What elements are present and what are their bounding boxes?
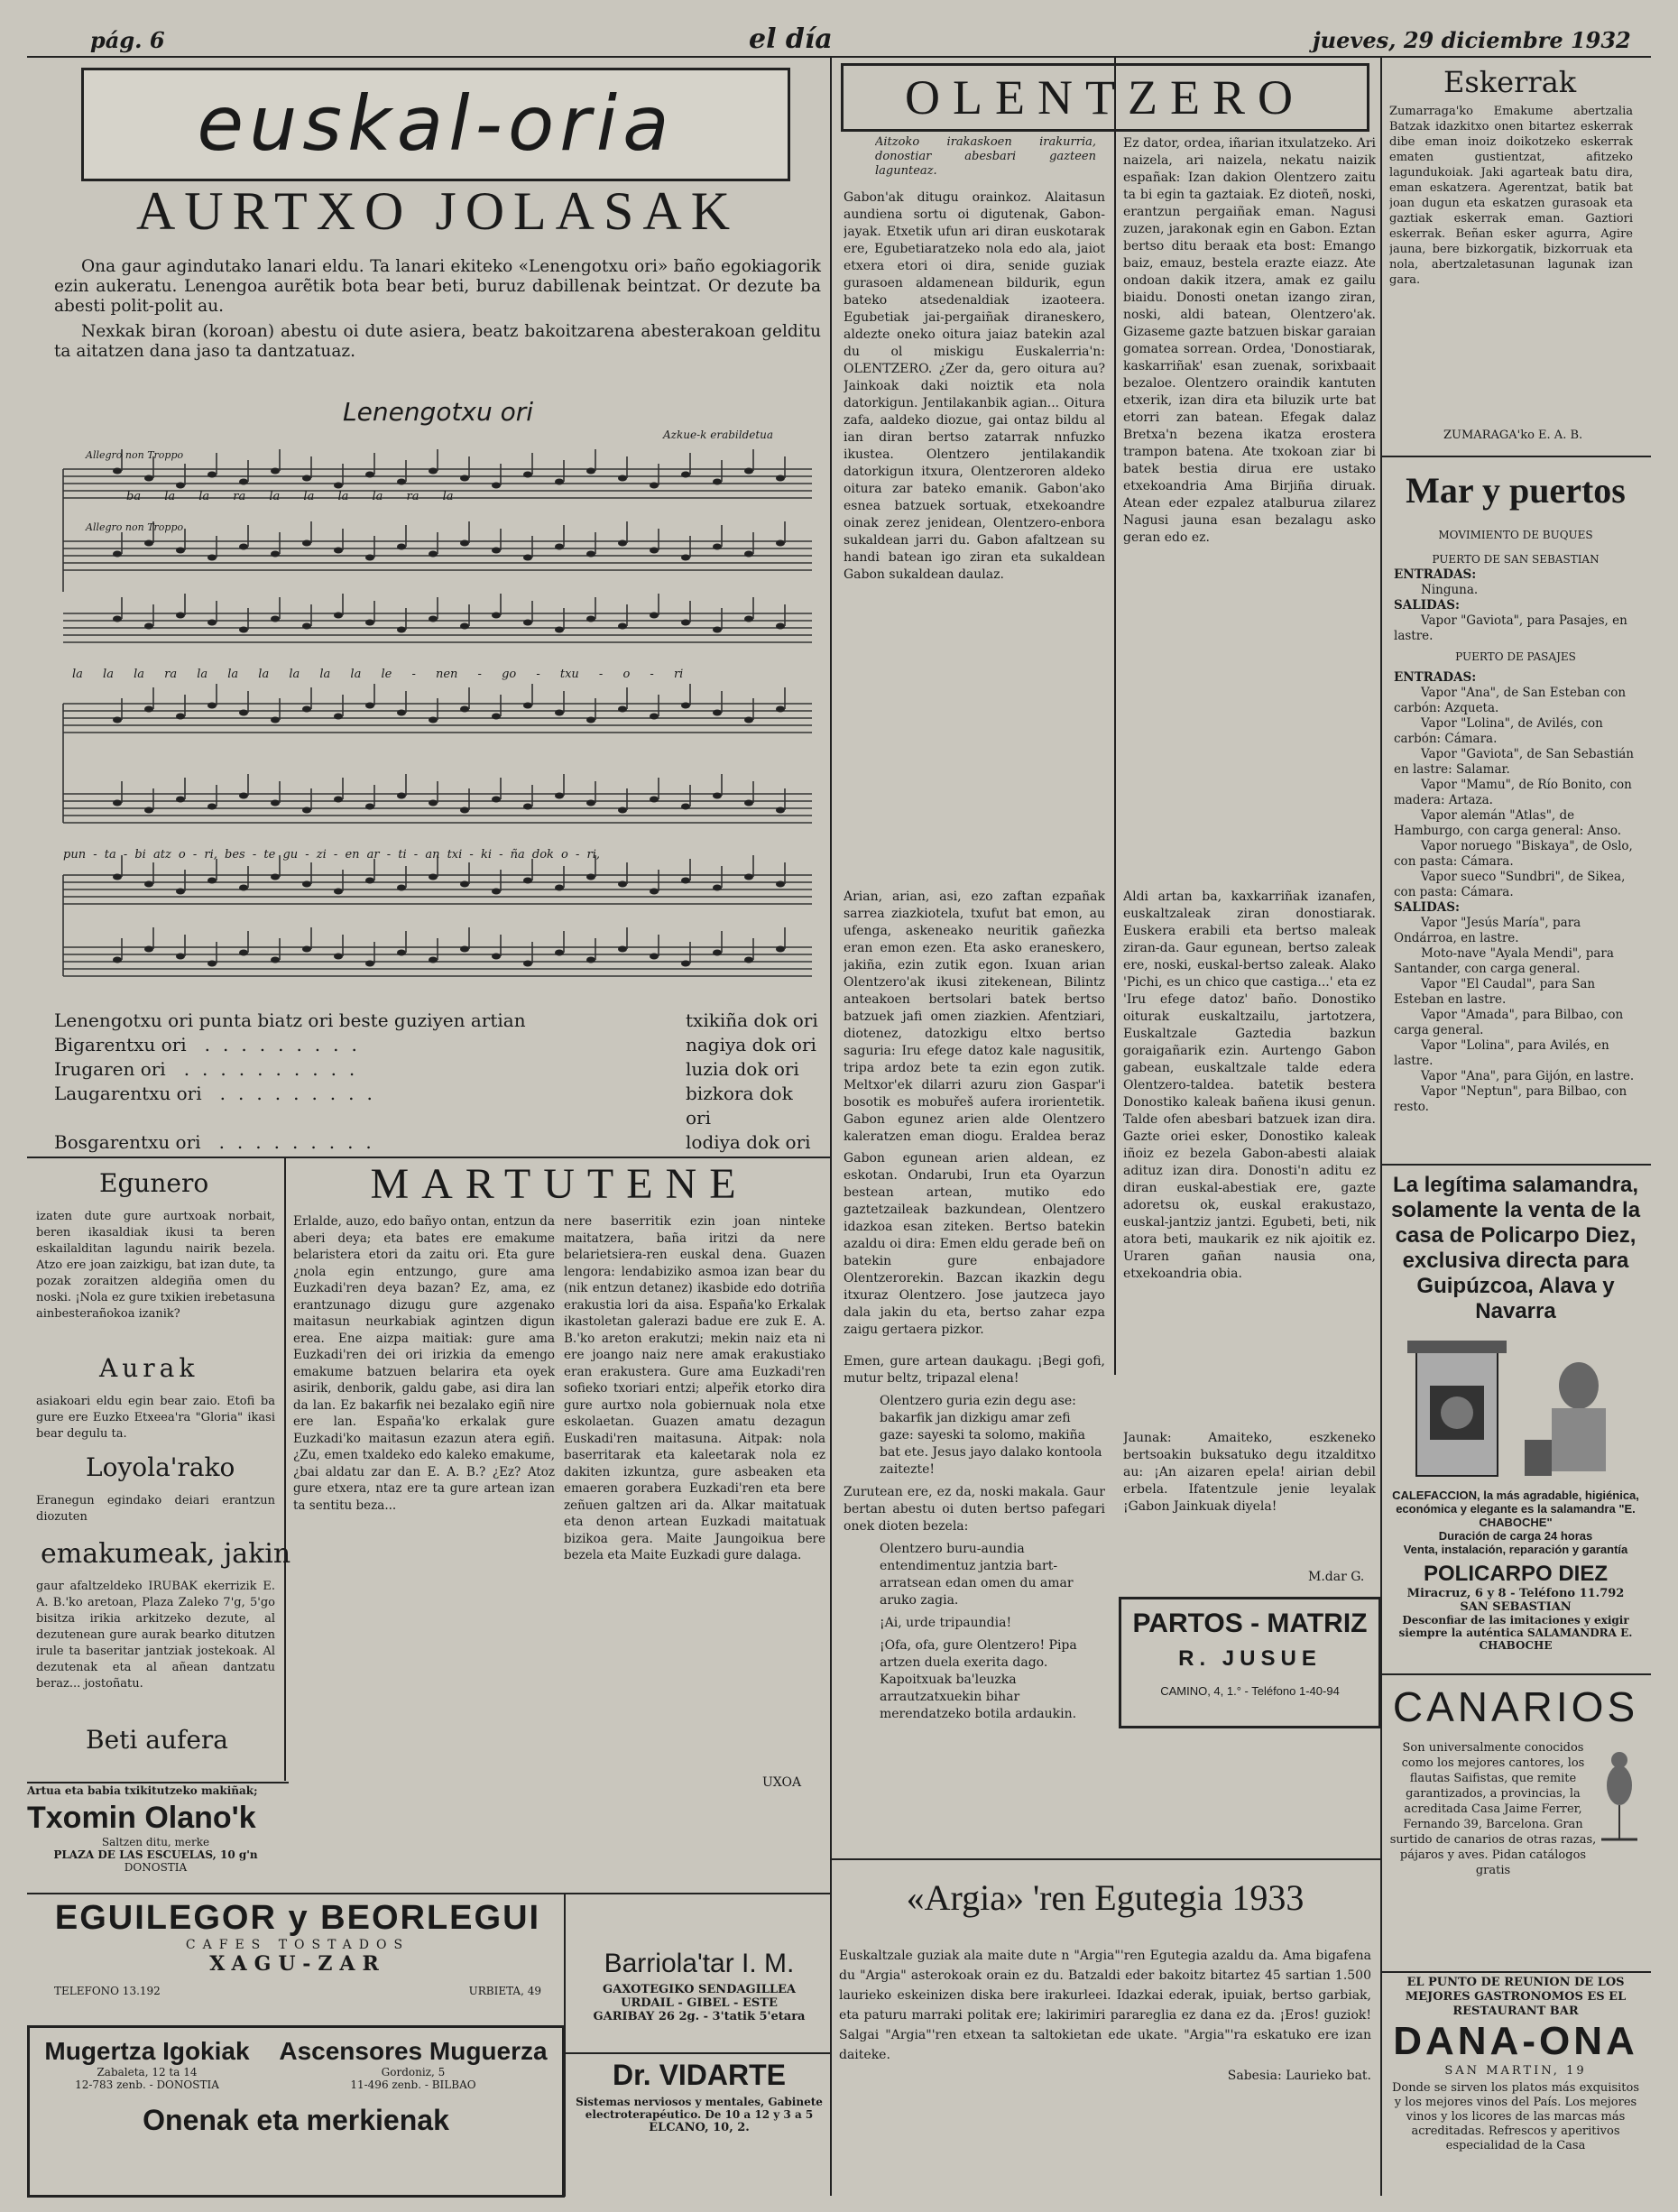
note-head: [239, 479, 248, 485]
note-head: [586, 616, 595, 622]
note-head: [523, 804, 532, 810]
note-head: [176, 889, 185, 895]
note-head: [397, 479, 406, 485]
ad-partos-doctor: R. JUSUE: [1178, 1646, 1322, 1671]
note-head: [713, 710, 722, 716]
note-head: [239, 885, 248, 891]
note-head: [586, 468, 595, 475]
note-head: [744, 468, 753, 475]
note-head: [176, 954, 185, 960]
note-head: [586, 957, 595, 963]
note-head: [776, 946, 785, 953]
note-head: [650, 483, 659, 489]
note-head: [618, 706, 627, 713]
note-head: [144, 807, 153, 814]
note-head: [460, 881, 469, 888]
note-head: [271, 800, 280, 806]
egunero-title: Egunero: [99, 1168, 209, 1198]
section-rule: [27, 1893, 830, 1894]
note-head: [713, 627, 722, 633]
note-head: [460, 540, 469, 547]
note-head: [113, 551, 122, 558]
issue-date: jueves, 29 diciembre 1932: [1313, 27, 1631, 53]
ad-eguilegor-address: URBIETA, 49: [468, 1985, 541, 1997]
note-head: [176, 483, 185, 489]
note-head: [555, 950, 564, 956]
eskerrak-sign: ZUMARAGA'ko E. A. B.: [1443, 429, 1583, 442]
newspaper-name: el día: [749, 23, 833, 55]
olentzero-verses: Emen, gure artean daukagu. ¡Begi gofi, mutur beltz, tripazal elena! Olentzero guria ezin degu ase: bakarfik jan dizkigu amar zefi gaze: sayeski ta solomo, makiña bat ete. Jesus jayo dalako kontoola zaitezte! Zurutean ere, ez da, noski makala. Gaur bertan abestu oi duten bertso pafegari onek dioten bezela: Olentzero buru-aundia entendimentuz jantzia bart-arratsean edan omen du amar aruko zagia. ¡Ai, urde tripaundia! ¡Ofa, ofa, gure Olentzero! Pipa artzen duela exerita dago. Kapoitxuak ba'leuzka arrautzatxuekin bihar merendatzeko botila ardaukin.: [844, 1354, 1105, 1721]
note-head: [271, 957, 280, 963]
note-head: [334, 954, 343, 960]
note-head: [334, 714, 343, 720]
column-rule: [564, 1894, 566, 2197]
ad-mugerza-phone: 12-783 zenb. - DONOSTIA: [75, 2078, 219, 2091]
eskerrak-text: Zumarraga'ko Emakume abertzalia Batzak idazkitxo onen bitartez eskerrak dibe eman inoiz doikotzeko eskerrak ematen gustientzat, afitzeko lagundukoiak. Jaki agarteak batu dira, eman eskatzera. Agerentzat, batik bat joan dugun eta eskatzen gurasoak eta gaztiak eskerrak eman. Gaztiori eskerrak. Beñan esker agurra, Agire jauna, bere bizkorgatik, bizkorruak eta nola, abertzaletasunan lagunak izan gara.: [1389, 105, 1633, 287]
section-rule: [1380, 1971, 1651, 1973]
note-head: [492, 797, 501, 803]
note-head: [650, 954, 659, 960]
column-rule: [1114, 58, 1116, 1375]
note-head: [586, 800, 595, 806]
column-rule: [830, 58, 832, 2196]
ad-canarios-title: CANARIOS: [1392, 1683, 1639, 1730]
ad-txomin-top: Artua eta babia txikitutzeko makiñak;: [27, 1784, 258, 1797]
note-head: [397, 885, 406, 891]
note-head: [776, 475, 785, 482]
note-head: [650, 613, 659, 619]
note-head: [144, 946, 153, 953]
note-head: [523, 620, 532, 626]
note-head: [492, 889, 501, 895]
song-verses: [54, 1009, 821, 1155]
note-head: [586, 874, 595, 880]
note-head: [239, 710, 248, 716]
aurak-title: Aurak: [99, 1353, 199, 1383]
note-head: [523, 961, 532, 967]
ad-dana-title: DANA-ONA: [1393, 2019, 1638, 2063]
note-head: [397, 544, 406, 550]
staff-4: [63, 704, 812, 823]
note-head: [744, 957, 753, 963]
note-head: [460, 623, 469, 630]
note-head: [113, 874, 122, 880]
ad-dana-top: EL PUNTO DE REUNION DE LOS MEJORES GASTRONOMOS ES EL RESTAURANT BAR: [1405, 1976, 1627, 2018]
note-head: [713, 793, 722, 799]
olentzero-col2: Ez dator, ordea, iñarian itxulatzeko. Ari naizela, ari naizela, nekatu naizik españak: Izan dakion Olentzero zaitu ta bi egin ta gaztaiak. Ez dioteñ, noski, erantzun pergaiñak eman. Nagusi zuzen, jarakonak egin en Gabon. Eztan bertso ditu beraak eta bost: Emango baiz, emauz, bestela erazte eiazz. Ate ondoan dakik itzera, amak ez gailu biaidu. Donosti onetan izango ziran, noski, aldi batean, Olentzero'ak. Gizaseme gazte batzuen biskar garaian gomatea sorrean. Ordea, 'Donostiarak, kaskarriñak' esan zuenak, sorixbaait bezaloe. Olentzero oraindik kantuten etxerik, izan dira eta biluzik urte bat etorri zan batean. Efegak dalaz Bretxa'n bezena ikatza erostera trampon batena. Ate txokoan ziar bi batek bestia dirua ere ustako etxekoandria Ama Birjiña diruak. Atean eder ezpalez atalburua zilarez Nagusi jauna esan bezalagu asko geran edo ez.: [1123, 136, 1376, 545]
note-head: [618, 946, 627, 953]
note-head: [460, 946, 469, 953]
ad-eguilegor: [27, 1899, 568, 2007]
note-head: [271, 717, 280, 724]
olentzero-col2-cont: Aldi artan ba, kaxkarriñak izanafen, euskaltzaleak ziran donostiarak. Euskera erabili eta bertso maleak ziran-da. Gaur egunean, bertso zaleak ere, noski, euskal-bertso zaleak. Alako 'Pichi, es un chico que castiga...' eta ez 'Iru efege datoz' baño. Donostiko oiturak euskaltzailu, jartotzera, Euskaltzale Gaztedia bazkun goraigañarik ezin. Aurtengo Gabon gabean, euskaltzale talde edera Olentzero-taldea. batetik bestera Donostiko kaleak bañena ikusi genun. Talde ofen abesbari batzuek izan dira. Gazte oriei esker, Donostiko kaleak iñoiz ez bezela Gabon-abesti alaiak adituz izan dira. Donosti'n aditu ez diran euskal-abestiak ere, gazte adoretsu ok, euskal erakustazo, euskal-jantziz jantzi. Egubeti, beti, nik atora beti, maukarik ez nik ajoitik ez. Uraren gañan nausia ona, etxekoandria obia.: [1123, 889, 1376, 1281]
note-head: [207, 620, 217, 626]
note-head: [207, 804, 217, 810]
song-title: Lenengotxu ori: [343, 397, 534, 427]
note-head: [144, 623, 153, 630]
note-head: [365, 878, 374, 884]
ad-dana-street: SAN MARTIN, 19: [1444, 2064, 1587, 2078]
note-head: [618, 881, 627, 888]
note-head: [302, 807, 311, 814]
note-head: [176, 714, 185, 720]
note-head: [460, 706, 469, 713]
note-head: [650, 548, 659, 554]
ad-ascensores-address: Gordoniz, 5: [381, 2066, 446, 2078]
note-head: [334, 483, 343, 489]
note-head: [713, 950, 722, 956]
note-head: [618, 540, 627, 547]
note-head: [429, 717, 438, 724]
martutene-col2: nere baserritik ezin joan ninteke maitatzera, baña iritzi da nere belarietsiera-ren euskal dena. Guazen lengora: lendabiziko asmoa izan bear du (nik entzun detanez) ikasbide edo dotriña erakustia lori da aisa. España'ko Erkalak ikastoletan galerazi badue ere zuk E. A. B.'ko areton erakutzi; mekin naiz eta ni ere joango naiz nere amak erakustiako eran erakustera. Gure ama Euzkadi'ren sofieko txoriari entzi; alpeřik etorko dira gure aurtxo nola gobiernuak nola etxe eskolaetan. Guazen amatu dezagun Euskadi'ren maitasuna. Aitpak: nola baserritarak eta kaleetarak nola ez dakiten izkuntza, gure asbeaken eta emaeren gorabera Euzkadi'ren eta bere zeñuen galtzen ari da. Alkar maitatuak eta denon artean Euzkadi maitatuak bizikoa gera. Maite Jaungoikua bere bezela eta Maite Euzkadi gure dalaga.: [564, 1214, 825, 1562]
note-head: [207, 961, 217, 967]
note-head: [302, 540, 311, 547]
ad-eguilegor-name: EGUILEGOR y BEORLEGUI: [54, 1899, 541, 1937]
ad-dana-text: Donde se sirven los platos más exquisitos y los mejores vinos del País. Los mejores vinos y los licores de las marcas más acreditadas. Refrescos y aperitivos especialidad de la Casa: [1391, 2081, 1640, 2152]
ad-salamandra-city: SAN SEBASTIAN: [1460, 1600, 1572, 1614]
note-head: [397, 950, 406, 956]
ad-mugerza-address: Zabaleta, 12 ta 14: [97, 2066, 198, 2078]
section-logo: euskal-oria: [197, 79, 675, 168]
ad-salamandra-address: Miracruz, 6 y 8 - Teléfono 11.792: [1406, 1587, 1625, 1600]
note-head: [144, 881, 153, 888]
note-head: [429, 616, 438, 622]
note-head: [271, 874, 280, 880]
note-head: [302, 623, 311, 630]
note-head: [302, 706, 311, 713]
note-head: [176, 613, 185, 619]
note-head: [618, 475, 627, 482]
ad-barriola-address: GARIBAY 26 2g. - 3'tatik 5'etara: [593, 2010, 806, 2023]
note-head: [397, 793, 406, 799]
note-head: [744, 717, 753, 724]
note-head: [586, 551, 595, 558]
ad-partos-title: PARTOS - MATRIZ: [1132, 1608, 1368, 1638]
note-head: [618, 807, 627, 814]
note-head: [365, 620, 374, 626]
note-head: [113, 800, 122, 806]
olentzero-lead: Aitzoko irakaskoen irakurria, donostiar abesbari gazteen lagunteaz.: [875, 135, 1096, 178]
note-head: [555, 544, 564, 550]
ad-ascensores-phone: 11-496 zenb. - BILBAO: [350, 2078, 476, 2091]
note-head: [113, 616, 122, 622]
note-head: [302, 881, 311, 888]
note-head: [144, 706, 153, 713]
note-head: [397, 627, 406, 633]
olentzero-col1-cont: Arian, arian, asi, ezo zaftan ezpañak sarrea ziazkiotela, txufut bat emon, au ufenga, askeneako neuritik gañezka eran emon ezen. Eta asko eraneskero, jakiña, ezin zutik egon. Ixuan arian Olentzero'ak ikusi zitekenean, Bilintz anteakoen bertsolari batek bertso batzuek jafi omen ziazkien. Afentziari, diotenez, datozkigu eltxo bertso saguria: Iru efege datoz kale nagusitik, tripa ardoz bete ta ezin egon zutik. Meltxor'ek dilarri azuru zion Gaspar'i bosotik es mobuřeš aufera irorientetik. Gabon egunez arien alde Olentzero kaleratzen eman diogu. Eraldea beraz: [844, 889, 1105, 1144]
column-rule: [284, 1158, 286, 1781]
note-head: [555, 627, 564, 633]
section-rule: [27, 1782, 289, 1783]
note-head: [713, 479, 722, 485]
note-head: [429, 468, 438, 475]
ad-txomin-sub: Saltzen ditu, merke: [101, 1836, 210, 1848]
note-head: [492, 954, 501, 960]
note-head: [239, 627, 248, 633]
loyola-text: Eranegun egindako deiari erantzun diozuten: [36, 1494, 275, 1524]
note-head: [429, 551, 438, 558]
note-head: [492, 548, 501, 554]
note-head: [586, 717, 595, 724]
verse-line: Laugarentxu ori ......... bizkora dok ori: [54, 1083, 793, 1129]
ad-txomin-city: DONOSTIA: [124, 1861, 188, 1874]
ad-mugerza-name: Mugertza Igokiak: [44, 2037, 250, 2065]
note-head: [460, 475, 469, 482]
olentzero-closing: Jaunak: Amaiteko, eszkeneko bertsoakin buksatuko degu itzalditxo au: ¡An aizaren epela! airian debil erbela. Ifatentzule jenie leyalak ¡Gabon Jainkuak diyela!: [1123, 1431, 1376, 1514]
note-head: [302, 475, 311, 482]
note-head: [207, 555, 217, 561]
ad-eguilegor-sub: CAFES TOSTADOS: [185, 1938, 410, 1952]
ad-argia-text: Euskaltzale guziak ala maite dute n "Argia"'ren Egutegia azaldu da. Ama bigafena du "Argia" asterokoak orain ez du. Batzaldi eder bakoitz bitartez 45 sartian 1.500 laurieko eskeinizen diska bere irakurleei. Idazkai ederak, ipuiak, bertso garbiak, eta paturu marraki politak ere; lakirimiri parareglia ez dana ez da. ¡Eros! guziok! Salgai "Argia"'ren etxean ta saltokietan ede ukate. "Argia"'ra eskatuko ere izan daiteke.: [839, 1949, 1371, 2062]
song-credit: Azkue-k erabildetua: [663, 429, 774, 441]
note-head: [176, 797, 185, 803]
note-head: [681, 472, 690, 478]
ad-barriola-name: Barriola'tar I. M.: [604, 1949, 795, 1978]
header-rule: [27, 56, 1651, 58]
section-rule: [1380, 456, 1651, 457]
note-head: [523, 703, 532, 709]
ad-argia-sign: Sabesia: Laurieko bat.: [1227, 2069, 1371, 2083]
stove-illustration: [1389, 1332, 1642, 1485]
note-head: [681, 961, 690, 967]
note-head: [681, 555, 690, 561]
verse-line: Irugaren ori .......... luzia dok ori: [54, 1058, 799, 1080]
page-number: pág. 6: [90, 27, 165, 53]
note-head: [681, 620, 690, 626]
martutene-sign: UXOA: [762, 1775, 802, 1790]
note-head: [744, 800, 753, 806]
note-head: [555, 793, 564, 799]
ad-argia-title: «Argia» 'ren Egutegia 1933: [906, 1877, 1305, 1918]
ad-barriola-specialties: URDAIL - GIBEL - ESTE: [621, 1996, 778, 2010]
olentzero-col1: Gabon'ak ditugu orainkoz. Alaitasun aundiena sortu oi digutenak, Gabon-jayak. Etxetik ufun ari diran euskotarak ere, Egubetiaratzeko nola edo ala, jaiot etxera etori oi dira, senide guziak gurasoen aldamenean bildurik, egun bateko atsedenaldiak izaoteera. Egubetiak jai-pergaiñak diraneskero, aldezte oneko oitura jaiaz batekin azal du ol miskigu Euskalerria'n: OLENTZERO. ¿Zer da, gero oitura au? Jainkoak daki noiztik eta nola datorkigun. Jentilakanbik agian... Oitura zafa, aaldeko diozue, gai ontaz bildu al ian diran bertso zatarrak nnfuzko ikustea. Olentzero jentilakandik datorkigun itxura, Olentzeroren aldeko oitura zar bateko emanik. Gabon'ako esnea batzuek sortuak, etxekoandre oinak zerez jenidean, Olentzero-enbora sukaldean jarri du. Gabon afaltzean su handi batean igo ziran eta sukaldean Gabon sukaldean daulaz.: [844, 190, 1105, 582]
note-head: [492, 613, 501, 619]
note-head: [713, 885, 722, 891]
ad-mugerza-slogan: Onenak eta merkienak: [143, 2104, 449, 2136]
section-logo-box: [81, 68, 790, 181]
emakumeak-text: gaur afaltzeldeko IRUBAK ekerrizik E. A. B.'ko aretoan, Plaza Zaleko 7'g, 5'go bisitza irikia arkitzeko dezute, al dezutenean gure aurak bearko ditutzen irule ta baseritar jantziak jostekoak. Al dezutenak eta al añean dantzatu beraz... jostoñatu.: [36, 1580, 275, 1691]
ad-canarios: [1389, 1682, 1642, 1967]
verse-line: Lenengotxu ori punta biatz ori beste guziyen artian txikiña dok ori: [54, 1009, 818, 1031]
ad-txomin-address: PLAZA DE LAS ESCUELAS, 10 g'n: [53, 1848, 258, 1861]
ad-vidarte: [573, 2059, 825, 2194]
section-rule: [1380, 1673, 1651, 1675]
note-head: [744, 551, 753, 558]
ad-eguilegor-phone: TELEFONO 13.192: [54, 1985, 161, 1997]
olentzero-signature: M.dar G.: [1308, 1570, 1365, 1584]
note-head: [429, 874, 438, 880]
ad-salamandra-name: POLICARPO DIEZ: [1423, 1562, 1608, 1586]
note-head: [681, 878, 690, 884]
verse-line: Bosgarentxu ori ......... lodiya dok ori: [54, 1131, 811, 1153]
note-head: [555, 710, 564, 716]
ad-partos: [1119, 1597, 1381, 1728]
note-head: [429, 957, 438, 963]
note-head: [776, 623, 785, 630]
canary-icon: [1597, 1740, 1642, 1866]
note-head: [113, 717, 122, 724]
note-head: [365, 804, 374, 810]
ad-barriola-sub: GAXOTEGIKO SENDAGILLEA: [603, 1983, 796, 1996]
ad-salamandra-note: Desconfiar de las imitaciones y exigir siempre la auténtica SALAMANDRA E. CHABOCHE: [1398, 1614, 1633, 1652]
note-head: [555, 885, 564, 891]
tempo-marking: Allegro non Troppo: [86, 449, 184, 461]
note-head: [523, 472, 532, 478]
note-head: [271, 468, 280, 475]
note-head: [744, 874, 753, 880]
note-head: [239, 544, 248, 550]
note-head: [334, 797, 343, 803]
ad-partos-address: CAMINO, 4, 1.° - Teléfono 1-40-94: [1160, 1684, 1340, 1698]
note-head: [334, 548, 343, 554]
score-lyrics: la la la ra la la la la la la le - nen - go - txu - o - ri: [72, 668, 684, 681]
score-lyrics: ba la la ra la la la la ra la: [126, 490, 454, 503]
note-head: [365, 472, 374, 478]
note-head: [776, 881, 785, 888]
ad-txomin-name: Txomin Olano'k: [27, 1801, 256, 1835]
note-head: [681, 703, 690, 709]
ad-salamandra-duration: Duración de carga 24 horas: [1438, 1529, 1593, 1543]
ad-vidarte-address: ELCANO, 10, 2.: [649, 2121, 750, 2134]
note-head: [713, 544, 722, 550]
note-head: [681, 804, 690, 810]
section-rule: [27, 1157, 830, 1158]
staff-6: [63, 875, 812, 976]
note-head: [776, 807, 785, 814]
note-head: [650, 889, 659, 895]
note-head: [776, 540, 785, 547]
olentzero-title: OLENTZERO: [905, 70, 1305, 124]
section-rule: [1380, 1164, 1651, 1166]
note-head: [744, 616, 753, 622]
aurak-text: asiakoari eldu egin bear zaio. Etofi ba gure ere Euzko Etxeea'ra "Gloria" ikasi bear degulu ta.: [36, 1395, 275, 1441]
note-head: [776, 706, 785, 713]
note-head: [271, 551, 280, 558]
note-head: [460, 807, 469, 814]
ad-vidarte-name: Dr. VIDARTE: [612, 2059, 787, 2091]
note-head: [113, 957, 122, 963]
ad-salamandra-service: Venta, instalación, reparación y garantía: [1403, 1543, 1628, 1556]
note-head: [334, 889, 343, 895]
note-head: [334, 613, 343, 619]
note-head: [365, 555, 374, 561]
ad-salamandra: [1389, 1173, 1642, 1660]
ad-argia: [839, 1867, 1371, 2201]
note-head: [239, 950, 248, 956]
ad-dana-ona: [1389, 1976, 1642, 2201]
beti-aurera: Beti aufera: [86, 1725, 228, 1755]
note-head: [144, 540, 153, 547]
note-head: [523, 878, 532, 884]
ad-salamandra-text: CALEFACCION, la más agradable, higiénica, económica y elegante es la salamandra "E. CHABOCHE": [1392, 1488, 1639, 1529]
note-head: [397, 710, 406, 716]
column-rule: [1380, 58, 1382, 2196]
ad-txomin: [27, 1784, 284, 1888]
note-head: [207, 878, 217, 884]
note-head: [144, 475, 153, 482]
score-lyrics: pun - ta - bi atz o - ri, bes - te gu - zi - en ar - ti - an txi - ki - ña dok o - ri,: [63, 848, 601, 862]
note-head: [492, 714, 501, 720]
olentzero-col1-cont2: Gabon egunean arien aldean, ez eskotan. Ondarubi, Irun eta Oyarzun bestean artean, mutiko edo gaztetzaileak bazkundean, Olentzero idazkoa esan ziteken. Bertso batekin azaldu oi dira: Emen eldu gerade beñ on batekin gure enbajadore Olentzerorekin. Bazcan ikazkin degu itxuraz Olentzero. Jose jautzeca jayo dala jakin du eta, bertso zahar ezpa zaigu gertaera pizkor.: [844, 1151, 1105, 1337]
note-head: [618, 623, 627, 630]
article-title: AURTXO JOLASAK: [135, 181, 740, 241]
note-head: [650, 714, 659, 720]
ad-salamandra-title: La legítima salamandra, solamente la venta de la casa de Policarpo Diez, exclusiva directa para Guipúzcoa, Alava y Navarra: [1390, 1173, 1641, 1323]
eskerrak-title: Eskerrak: [1443, 65, 1577, 99]
note-head: [650, 797, 659, 803]
note-head: [555, 479, 564, 485]
note-head: [429, 800, 438, 806]
emakumeak-title: emakumeak, jakin: [41, 1538, 291, 1570]
verse-line: Bigarentxu ori ......... nagiya dok ori: [54, 1034, 816, 1055]
martutene-col1: Erlalde, auzo, edo bañyo ontan, entzun da aberi deya; eta bates ere emakume belaristera etori da zaitu ori. Eta gure ¿nola egin entzungo, gure ama Euzkadi'ren deya bazan? Ez, ama, ez erantzunago dizugu gure azgenako maitasun neurkabiak agintzen digun erea. Ene aizpa maitiak: gure ama Euzkadi'ren dei ori irizkia da emengo emakume batzuen belarira eta oyek asirik, denborik, galdu gabe, asi dira lan da lan. Ez bakarfik nei bezalako egiñ nire ere lan. España'ko erkalak gure Euzkadi'ko maitasun ezazun atera egiñ. ¿Zu, emen txaldeko edo kaleko emakume, ¿bai aldatu zar dan E. A. B.? ¿Ez? Atoz gure etxera, ntaz ere ta gure artean izan ta sentitu beza...: [293, 1214, 555, 1513]
olentzero-title-box: [841, 63, 1369, 132]
intro-text: Ona gaur agindutako lanari eldu. Ta lanari ekiteko «Lenengotxu ori» baño egokiagorik ezin aukeratu. Lenengoa aurẽtik bota bear beti, buruz dabillenak beintzat. Or dezute ba abesti polit-polit au. Nexkak biran (koroan) abestu oi dute asiera, beatz bakoitzarena abesterakoan gelditu ta aitatzen dana jaso ta dantzatuaz.: [54, 257, 821, 361]
note-head: [302, 946, 311, 953]
loyola-title: Loyola'rako: [86, 1452, 235, 1482]
ad-canarios-text: Son universalmente conocidos como los mejores cantores, los flautas Saifistas, que remite garantizados, a provincias, la acreditada Casa Jaime Ferrer, Fernando 39, Barcelona. Gran surtido de canarios de otras razas, pájaros y aves. Pidan catálogos gratis: [1389, 1741, 1597, 1877]
section-rule: [830, 1858, 1380, 1860]
note-head: [176, 548, 185, 554]
note-head: [365, 961, 374, 967]
note-head: [207, 703, 217, 709]
section-rule: [564, 2052, 830, 2054]
ad-eguilegor-brand: XAGU-ZAR: [209, 1952, 386, 1976]
mar-body: MOVIMIENTO DE BUQUES PUERTO DE SAN SEBASTIAN ENTRADAS: Ninguna. SALIDAS: Vapor "Gaviota", para Pasajes, en lastre. PUERTO DE PASAJES ENTRADAS: Vapor "Ana", de San Esteban con carbón: Azqueta. Vapor "Lolina", de Avilés, con carbón: Cámara. Vapor "Gaviota", de San Sebastián en lastre: Salamar. Vapor "Mamu", de Río Bonito, con madera: Artaza. Vapor alemán "Atlas", de Hamburgo, con carga general: Anso. Vapor noruego "Biskaya", de Oslo, con pasta: Cámara. Vapor sueco "Sundbri", de Sikea, con pasta: Cámara. SALIDAS: Vapor "Jesús María", para Ondárroa, en lastre. Moto-nave "Ayala Mendi", para Santander, con carga general. Vapor "El Caudal", para San Esteban en lastre. Vapor "Amada", para Bilbao, con carga general. Vapor "Lolina", para Avilés, en lastre. Vapor "Ana", para Gijón, en lastre. Vapor "Neptun", para Bilbao, con resto.: [1394, 529, 1635, 1114]
note-head: [523, 555, 532, 561]
martutene-title: MARTUTENE: [370, 1160, 749, 1208]
note-head: [271, 616, 280, 622]
note-head: [113, 468, 122, 475]
tempo-marking: Allegro non Troppo: [86, 521, 184, 533]
ad-mugerza: [27, 2025, 565, 2198]
ad-ascensores-name: Ascensores Muguerza: [279, 2037, 548, 2065]
ad-barriola: [573, 1949, 825, 2052]
ad-vidarte-text: Sistemas nerviosos y mentales, Gabinete electroterapéutico. De 10 a 12 y 3 a 5: [576, 2096, 823, 2121]
egunero-text: izaten dute gure aurtxoak norbait, beren ikasaldiak ikusi ta beren eskailalditan lagundu nairik bezela. Atzo ere joan zaizkigu, bat izan dute, ta pozak zoraitzen aldegiña omen du noski. ¡Nola ez gure txikien irebetasuna ainbesterañokoa izanik?: [36, 1210, 275, 1321]
note-head: [492, 483, 501, 489]
note-head: [365, 703, 374, 709]
mar-title: Mar y puertos: [1406, 470, 1626, 511]
note-head: [207, 472, 217, 478]
note-head: [239, 793, 248, 799]
